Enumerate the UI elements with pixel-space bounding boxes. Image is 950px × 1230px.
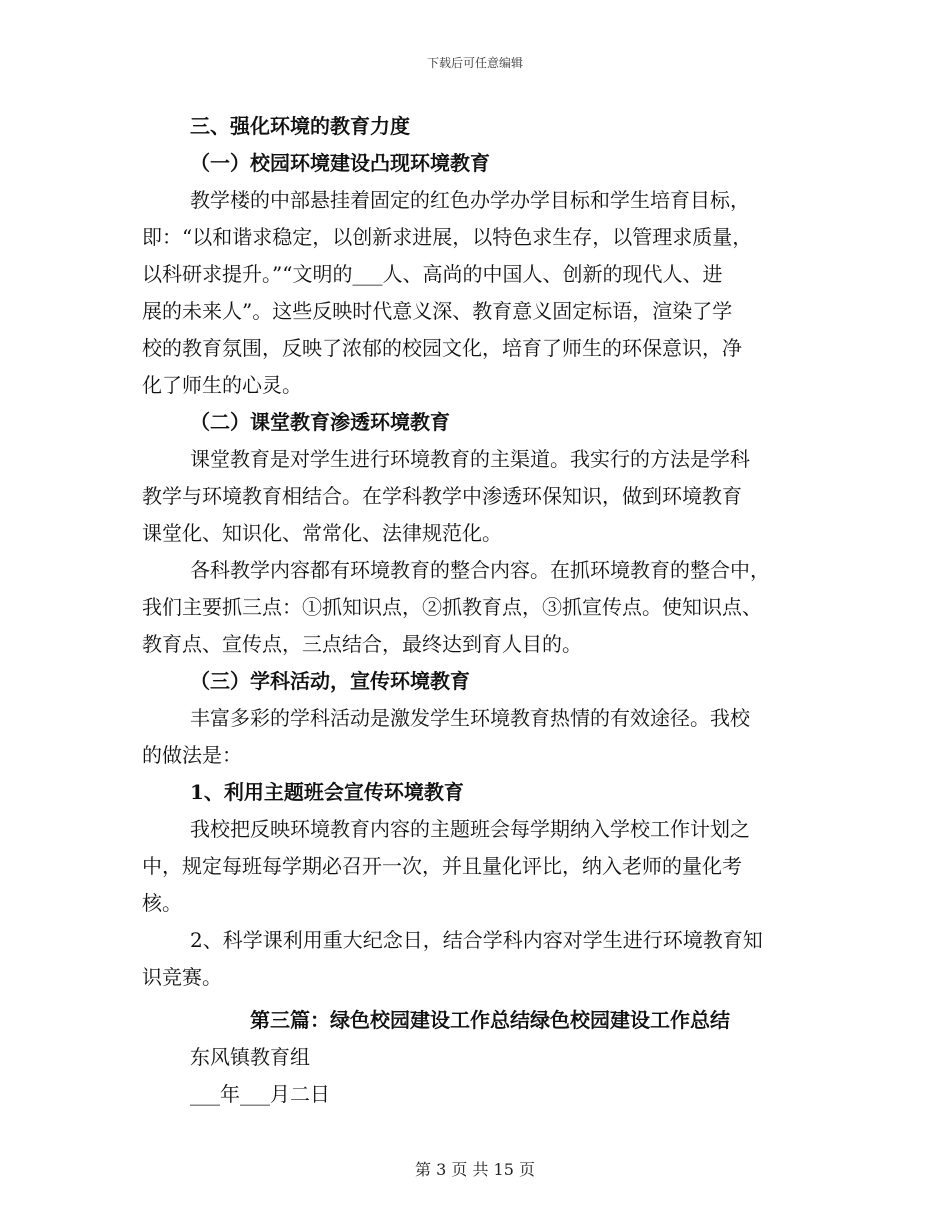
list-item-heading: 1、利用主题班会宣传环境教育: [190, 780, 464, 804]
paragraph-line: 丰富多彩的学科活动是激发学生环境教育热情的有效途径。我校: [190, 706, 750, 730]
paragraph-line: 课堂化、知识化、常常化、法律规范化。: [142, 521, 502, 545]
paragraph-line: 识竞赛。: [142, 965, 222, 989]
section-heading: 三、强化环境的教育力度: [190, 114, 410, 138]
paragraph-line: 我们主要抓三点：①抓知识点，②抓教育点，③抓宣传点。使知识点、: [142, 595, 762, 619]
paragraph-line: 校的教育氛围，反映了浓郁的校园文化，培育了师生的环保意识，净: [142, 336, 742, 360]
paragraph-line: 我校把反映环境教育内容的主题班会每学期纳入学校工作计划之: [190, 817, 750, 841]
organization-name: 东风镇教育组: [190, 1045, 310, 1069]
paragraph-line: 2、科学课利用重大纪念日，结合学科内容对学生进行环境教育知: [190, 928, 763, 952]
subsection-heading-2: （二）课堂教育渗透环境教育: [190, 410, 450, 434]
paragraph-line: 以科研求提升。”“文明的___人、高尚的中国人、创新的现代人、进: [142, 262, 723, 286]
paragraph-line: 即：“以和谐求稳定，以创新求进展，以特色求生存，以管理求质量，: [142, 225, 753, 249]
paragraph-line: 化了师生的心灵。: [142, 373, 302, 397]
part-title: 第三篇：绿色校园建设工作总结绿色校园建设工作总结: [250, 1008, 730, 1032]
paragraph-line: 展的未来人”。这些反映时代意义深、教育意义固定标语，渲染了学: [142, 299, 733, 323]
paragraph-line: 教育点、宣传点，三点结合，最终达到育人目的。: [142, 632, 582, 656]
paragraph-line: 教学楼的中部悬挂着固定的红色办学办学目标和学生培育目标，: [190, 188, 750, 212]
document-date: ___年___月二日: [190, 1082, 330, 1106]
paragraph-line: 教学与环境教育相结合。在学科教学中渗透环保知识，做到环境教育: [142, 484, 742, 508]
document-body: [142, 108, 812, 1113]
paragraph-line: 中，规定每班每学期必召开一次，并且量化评比，纳入老师的量化考: [142, 854, 742, 878]
paragraph-line: 核。: [142, 891, 182, 915]
subsection-heading-1: （一）校园环境建设凸现环境教育: [190, 151, 490, 175]
paragraph-line: 课堂教育是对学生进行环境教育的主渠道。我实行的方法是学科: [190, 447, 750, 471]
paragraph-line: 的做法是：: [142, 743, 242, 767]
subsection-heading-3: （三）学科活动，宣传环境教育: [190, 669, 470, 693]
paragraph-line: 各科教学内容都有环境教育的整合内容。在抓环境教育的整合中，: [190, 558, 770, 582]
page-number: 第 3 页 共 15 页: [415, 1160, 535, 1179]
header-note: 下载后可任意编辑: [426, 56, 523, 70]
